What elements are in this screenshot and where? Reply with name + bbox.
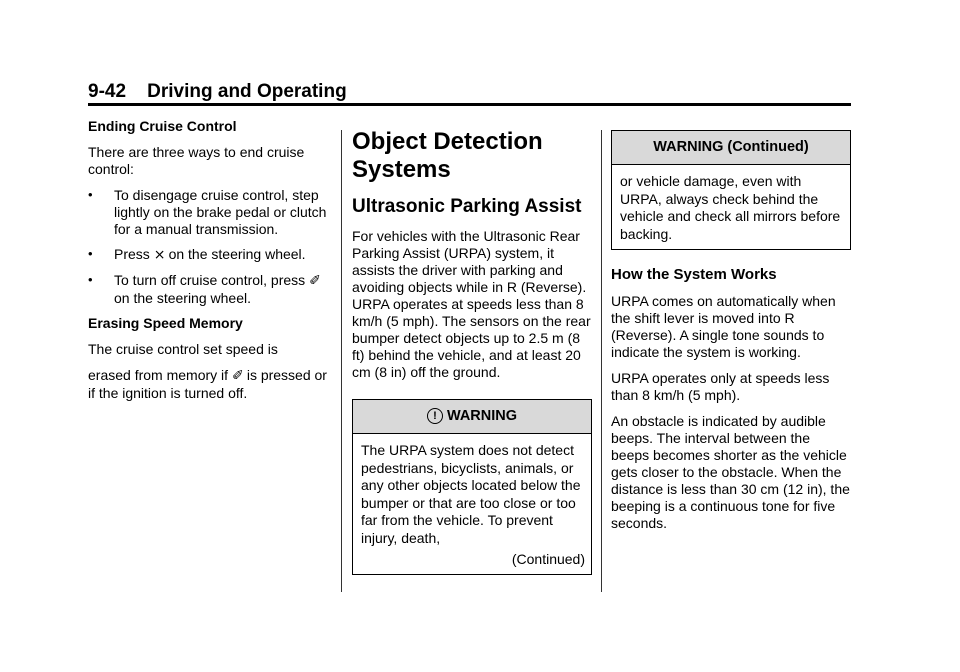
warning-exclamation-icon: ! xyxy=(427,408,443,424)
cruise-cancel-icon: ⨯ xyxy=(153,247,166,263)
list-item xyxy=(88,272,333,307)
page-header xyxy=(88,80,851,104)
how-paragraph-2: URPA operates only at speeds less than 8 km/h (5 mph). xyxy=(611,370,830,403)
urpa-paragraph: For vehicles with the Ultrasonic Rear Parking Assist (URPA) system, it assists the driver with parking and avoiding objects while in R (Reverse). URPA operates at speeds less than 8 km/h (5 mph). The sensors on the rear bumper detect objects up to 2.5 m (8 ft) behind the vehicle, and at least 20 cm (8 in) off the ground. xyxy=(352,228,591,380)
warning-continued-body: or vehicle damage, even with URPA, always check behind the vehicle and check all mirrors before backing. xyxy=(620,173,841,242)
how-system-works-heading: How the System Works xyxy=(611,266,777,283)
object-detection-heading: Object Detection Systems xyxy=(352,128,543,183)
how-paragraph-3: An obstacle is indicated by audible beeps. The interval between the beeps becomes shorter as the vehicle gets closer to the obstacle. When the distance is less than 30 cm (12 in), the beeping is a continuous tone for five seconds. xyxy=(611,413,850,531)
ending-methods-list xyxy=(88,187,333,307)
erasing-paragraph xyxy=(88,367,333,402)
bullet-text-2-pre: Press xyxy=(114,246,154,262)
column-divider-1 xyxy=(341,130,342,592)
header-rule xyxy=(88,103,851,106)
erasing-post: is pressed or if the ignition is turned off. xyxy=(88,367,327,401)
urpa-subheading: Ultrasonic Parking Assist xyxy=(352,196,582,217)
column-3 xyxy=(611,130,851,541)
warning-continued-box xyxy=(611,130,851,250)
erasing-line-1: The cruise control set speed is xyxy=(88,341,278,357)
warning-box xyxy=(352,399,592,575)
column-divider-2 xyxy=(601,130,602,592)
warning-continued-header: WARNING (Continued) xyxy=(612,131,850,165)
ending-cruise-heading: Ending Cruise Control xyxy=(88,118,237,134)
warning-title: WARNING xyxy=(446,408,518,424)
bullet-text-2-post: on the steering wheel. xyxy=(164,246,306,262)
warning-continued-label: (Continued) xyxy=(511,551,585,567)
list-item xyxy=(88,187,333,238)
page-number: 9-42 xyxy=(88,81,127,102)
list-item xyxy=(88,246,333,264)
page-header-title xyxy=(88,80,851,104)
section-title: Driving and Operating xyxy=(147,81,347,102)
warning-body: The URPA system does not detect pedestrians, bicyclists, animals, or any other objects located below the bumper or that are too close or too far from the vehicle. To prevent injury, death, xyxy=(361,442,581,546)
column-1 xyxy=(88,118,333,411)
warning-header xyxy=(353,400,591,434)
cruise-on-off-icon: ✐ xyxy=(231,368,244,384)
bullet-text-3-post: on the steering wheel. xyxy=(114,290,251,306)
cruise-on-off-icon: ✐ xyxy=(309,273,321,289)
bullet-text-1: To disengage cruise control, step lightly on the brake pedal or clutch for a manual transmission. xyxy=(114,187,327,237)
how-paragraph-1: URPA comes on automatically when the shift lever is moved into R (Reverse). A single tone sounds to indicate the system is working. xyxy=(611,293,836,360)
erasing-pre: erased from memory if xyxy=(88,367,232,383)
column-2 xyxy=(352,118,592,575)
erasing-speed-heading: Erasing Speed Memory xyxy=(88,315,243,331)
bullet-text-3-pre: To turn off cruise control, press xyxy=(114,272,310,288)
ending-intro: There are three ways to end cruise control: xyxy=(88,144,305,177)
